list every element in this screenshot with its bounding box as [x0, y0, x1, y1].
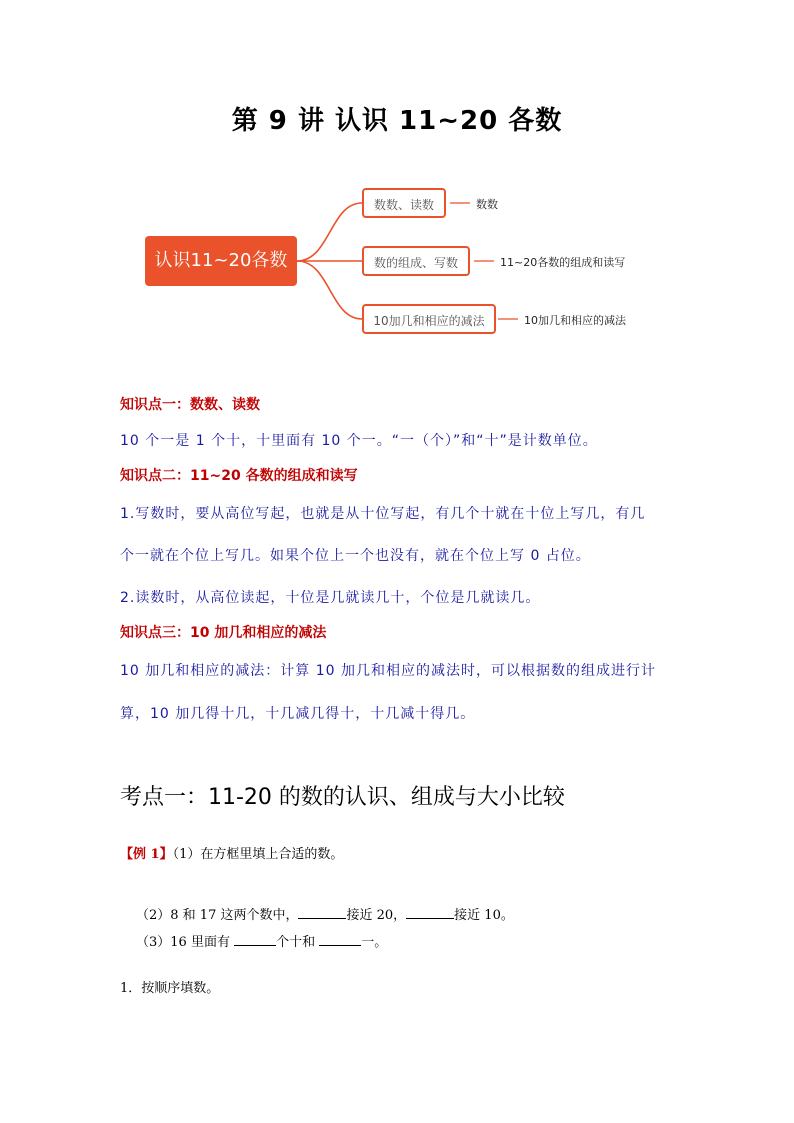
knowledge-heading-3: 知识点三：10 加几和相应的减法 — [120, 625, 327, 641]
answer-blank[interactable] — [406, 906, 454, 919]
knowledge-line: 10 加几和相应的减法：计算 10 加几和相应的减法时，可以根据数的组成进行计 — [120, 663, 656, 679]
mindmap-node-2: 数的组成、写数 — [362, 246, 470, 276]
knowledge-line: 个一就在个位上写几。如果个位上一个也没有，就在个位上写 0 占位。 — [120, 548, 591, 564]
answer-blank[interactable] — [319, 933, 361, 946]
example-question-2 — [136, 904, 514, 923]
mindmap-leaf-2: 11~20各数的组成和读写 — [500, 256, 626, 269]
connector-branch-1 — [297, 203, 362, 261]
connector-branch-3 — [297, 261, 362, 319]
q3-text-b: 个十和 — [276, 935, 320, 950]
mindmap-root: 认识11~20各数 — [145, 236, 297, 286]
mindmap-node-3: 10加几和相应的减法 — [362, 304, 496, 334]
q3-text-c: 一。 — [361, 935, 388, 950]
q2-text-a: （2）8 和 17 这两个数中， — [136, 908, 299, 923]
knowledge-line: 1.写数时，要从高位写起，也就是从十位写起，有几个十就在十位上写几，有几 — [120, 506, 646, 522]
knowledge-line: 2.读数时，从高位读起，十位是几就读几十，个位是几就读几。 — [120, 590, 541, 606]
mindmap-leaf-3: 10加几和相应的减法 — [524, 314, 626, 327]
q2-text-c: 接近 10。 — [454, 908, 514, 923]
knowledge-heading-1: 知识点一：数数、读数 — [120, 397, 260, 413]
exercise-item-1: 1．按顺序填数。 — [120, 981, 220, 996]
page-title: 第 9 讲 认识 11~20 各数 — [231, 106, 563, 136]
section-title: 考点一：11-20 的数的认识、组成与大小比较 — [120, 785, 565, 810]
q2-text-b: 接近 20， — [346, 908, 407, 923]
knowledge-line: 算，10 加几得十几，十几减几得十，十几减十得几。 — [120, 706, 476, 722]
knowledge-heading-2: 知识点二：11~20 各数的组成和读写 — [120, 468, 358, 484]
answer-blank[interactable] — [298, 906, 346, 919]
example-question-3 — [136, 931, 387, 950]
example-tag: 【例 1】 — [120, 847, 173, 862]
mindmap-node-1: 数数、读数 — [362, 188, 446, 218]
example-question-1 — [120, 843, 343, 862]
example-q1-text: （1）在方框里填上合适的数。 — [172, 847, 344, 862]
answer-blank[interactable] — [234, 933, 276, 946]
q3-text-a: （3）16 里面有 — [136, 935, 235, 950]
mindmap-leaf-1: 数数 — [476, 198, 498, 211]
knowledge-line: 10 个一是 1 个十，十里面有 10 个一。“一（个）”和“十”是计数单位。 — [120, 433, 598, 449]
